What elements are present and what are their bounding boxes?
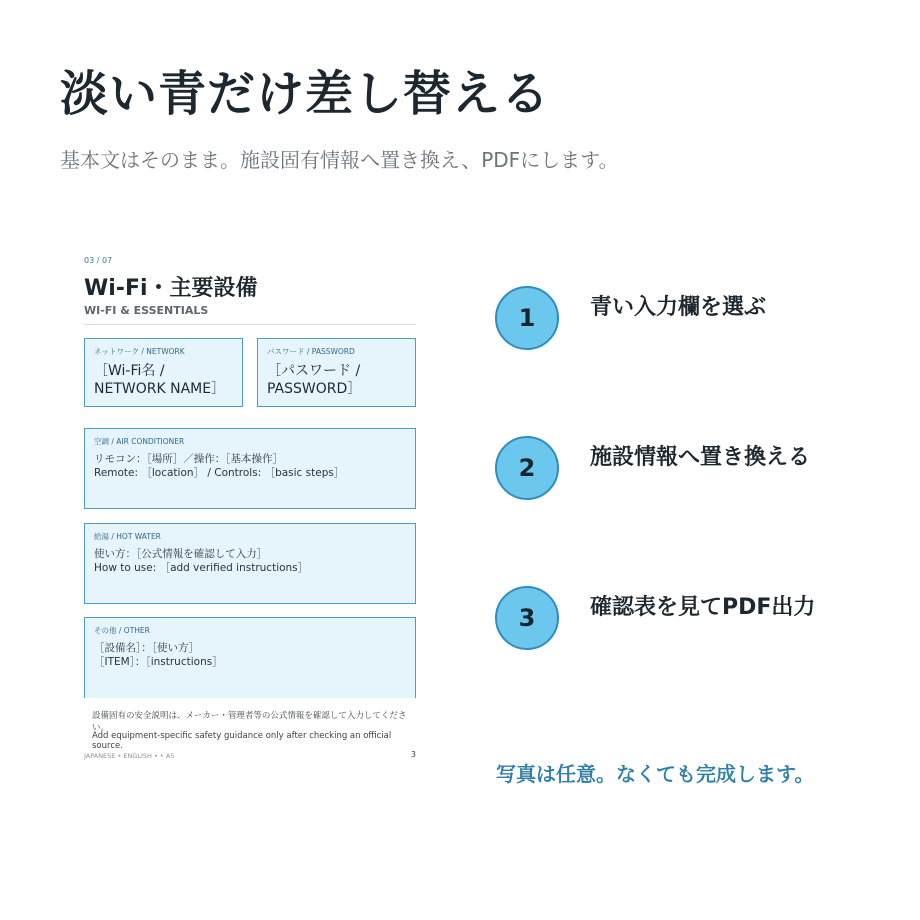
other-field-value[interactable]: ［設備名］：［使い方］ ［ITEM］：［instructions］ [94, 642, 223, 668]
hot-water-field-label: 給湯 / HOT WATER [94, 532, 161, 541]
preview-subtitle: WI-FI & ESSENTIALS [84, 304, 209, 317]
page-preview [84, 252, 416, 772]
hot-water-field[interactable] [84, 523, 416, 604]
step-3-badge: 3 [495, 586, 559, 650]
step-1-label: 青い入力欄を選ぶ [590, 295, 767, 320]
hot-water-field-value[interactable]: 使い方：［公式情報を確認して入力］ How to use: ［add verified instructions］ [94, 548, 309, 574]
air-conditioner-field-label: 空調 / AIR CONDITIONER [94, 437, 185, 446]
other-field-label: その他 / OTHER [94, 626, 150, 635]
password-field-label: パスワード / PASSWORD [267, 347, 355, 356]
step-2-label: 施設情報へ置き換える [590, 445, 811, 470]
preview-page-number: 3 [410, 750, 416, 759]
page-indicator: 03 / 07 [84, 256, 113, 265]
password-field[interactable] [257, 338, 416, 407]
step-2-badge: 2 [495, 436, 559, 500]
safety-note-en: Add equipment-specific safety guidance only after checking an official source. [92, 731, 392, 751]
step-1-badge: 1 [495, 286, 559, 350]
photo-optional-note: 写真は任意。なくても完成します。 [496, 762, 815, 786]
divider [84, 324, 416, 325]
network-field[interactable] [84, 338, 243, 407]
preview-footer: JAPANESE • ENGLISH • • A5 [84, 752, 175, 760]
air-conditioner-field-value[interactable]: リモコン：［場所］／操作：［基本操作］ Remote: ［location］ / Controls: ［basic steps］ [94, 453, 345, 479]
page-title: 淡い青だけ差し替える [60, 66, 551, 122]
other-field[interactable] [84, 617, 416, 698]
page-subtitle: 基本文はそのまま。施設固有情報へ置き換え、PDFにします。 [60, 148, 619, 172]
safety-note-ja: 設備固有の安全説明は、メーカー・管理者等の公式情報を確認して入力してください。 [92, 711, 407, 733]
password-field-value[interactable]: ［パスワード / PASSWORD］ [267, 363, 362, 397]
step-3-label: 確認表を見てPDF出力 [590, 595, 816, 620]
network-field-label: ネットワーク / NETWORK [94, 347, 185, 356]
network-field-value[interactable]: ［Wi-Fi名 / NETWORK NAME］ [94, 363, 226, 397]
preview-title: Wi-Fi・主要設備 [84, 276, 258, 301]
air-conditioner-field[interactable] [84, 428, 416, 509]
